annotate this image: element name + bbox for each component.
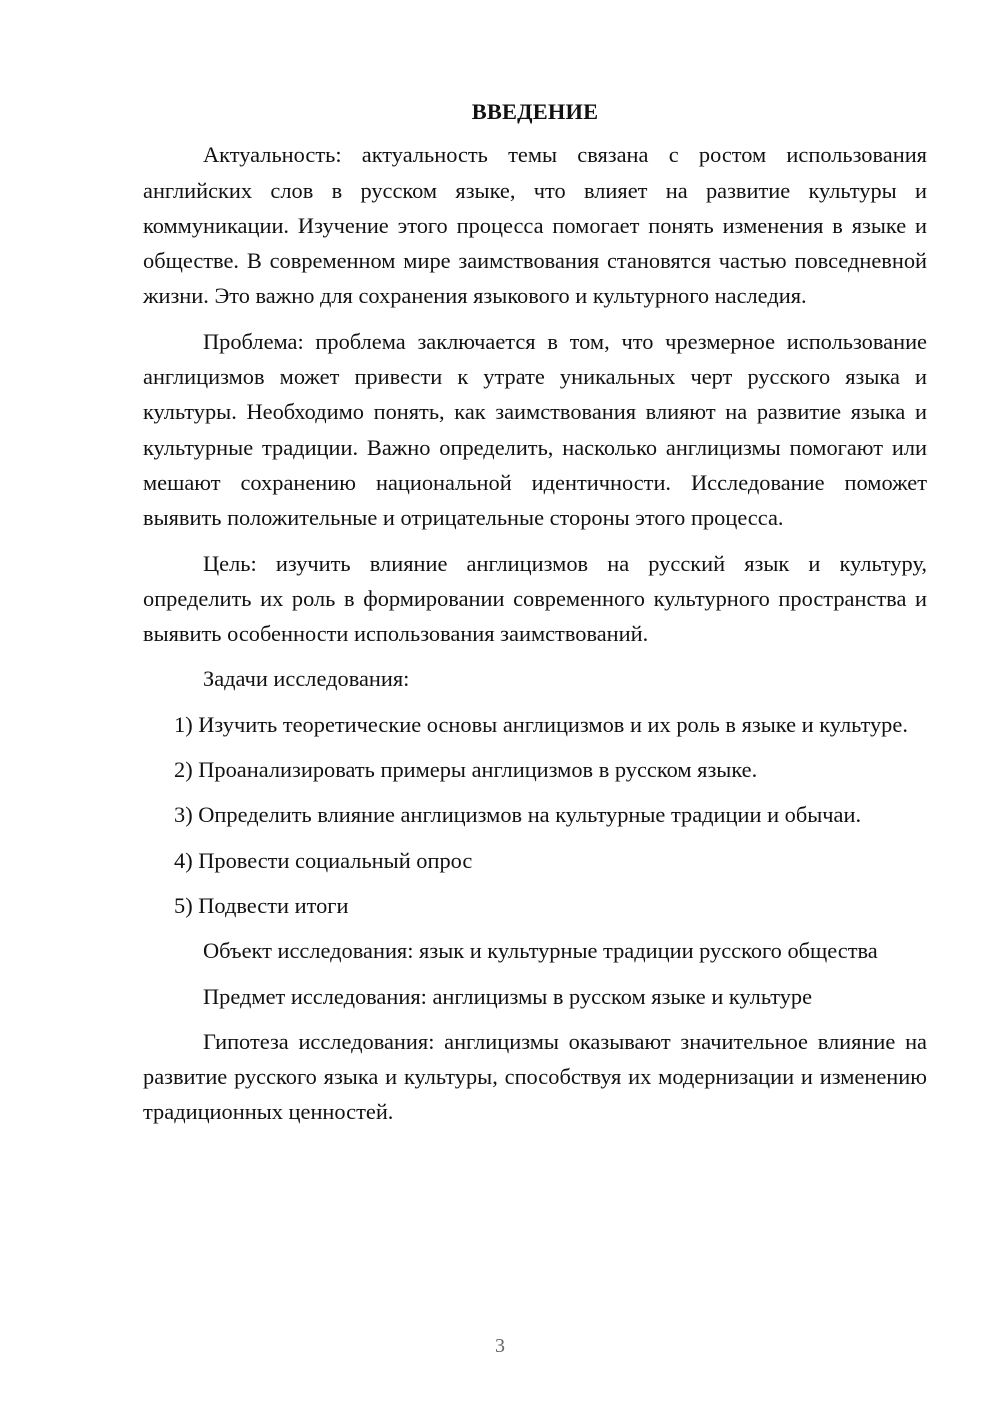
goal-paragraph: Цель: изучить влияние англицизмов на русский язык и культуру, определить их роль в формировании современного культурного пространства и выявить особенности использования заимствований.: [143, 550, 927, 647]
page-number: 3: [495, 1335, 505, 1357]
problem-paragraph: Проблема: проблема заключается в том, что чрезмерное использование англицизмов может привести к утрате уникальных черт русского языка и культуры. Необходимо понять, как заимствования влияют на развитие языка и культурные традиции. Важно определить, насколько англицизмы помогают или мешают сохранению национальной идентичности. Исследование поможет выявить положительные и отрицательные стороны этого процесса.: [143, 328, 927, 531]
document-page: [143, 94, 927, 1140]
task-item-1: 1) Изучить теоретические основы англицизмов и их роль в языке и культуре.: [174, 711, 908, 737]
subject-paragraph: Предмет исследования: англицизмы в русском языке и культуре: [203, 983, 813, 1009]
relevance-paragraph: Актуальность: актуальность темы связана с ростом использования английских слов в русском языке, что влияет на развитие культуры и коммуникации. Изучение этого процесса помогает понять изменения в языке и обществе. В современном мире заимствования становятся частью повседневной жизни. Это важно для сохранения языкового и культурного наследия.: [143, 142, 927, 309]
task-item-4: 4) Провести социальный опрос: [174, 847, 473, 873]
task-item-2: 2) Проанализировать примеры англицизмов в русском языке.: [174, 757, 758, 783]
tasks-heading: Задачи исследования:: [203, 666, 410, 692]
task-item-5: 5) Подвести итоги: [174, 892, 349, 918]
hypothesis-paragraph: Гипотеза исследования: англицизмы оказывают значительное влияние на развитие русского языка и культуры, способствуя их модернизации и изменению традиционных ценностей.: [143, 1028, 927, 1125]
object-paragraph: Объект исследования: язык и культурные традиции русского общества: [203, 938, 878, 964]
task-item-3: 3) Определить влияние англицизмов на культурные традиции и обычаи.: [174, 802, 862, 828]
section-title: ВВЕДЕНИЕ: [471, 99, 599, 124]
